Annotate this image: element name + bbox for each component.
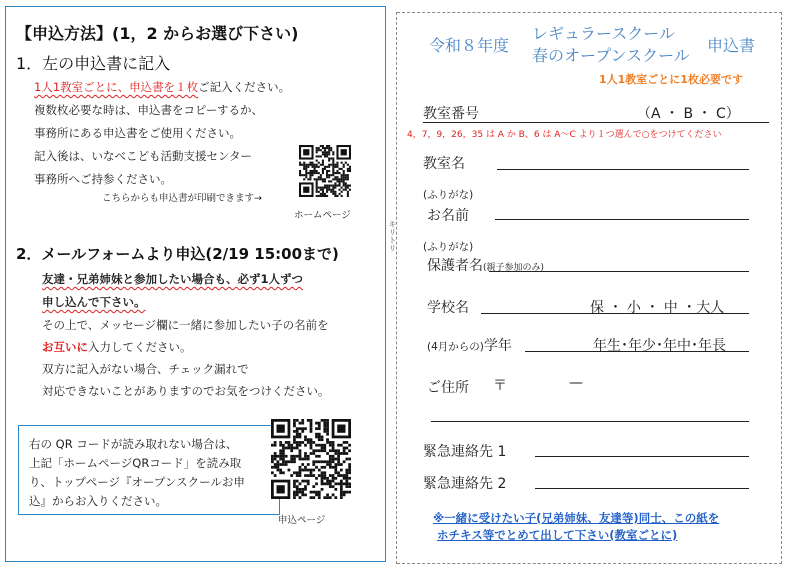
section2-line3: その上で、メッセージ欄に一緒に参加したい子の名前を: [42, 318, 329, 332]
note-line1: 右の QR コードが読み取れない場合は、: [29, 437, 238, 451]
section1-line2: 複数枚必要な時は、申込書をコピーするか、: [34, 103, 263, 117]
name-label: お名前: [427, 208, 469, 224]
bottom-note-line1: ※一緒に受けたい子(兄弟姉妹、友達等)同士、この紙を: [433, 511, 720, 525]
section1-line1-red: 1人1教室ごとに、申込書を１枚: [34, 80, 199, 94]
grade-label: 学年: [483, 338, 512, 354]
note-line3: り、トップページ『オープンスクールお申: [29, 475, 245, 489]
furigana-label-1: (ふりがな): [423, 189, 474, 201]
section2-line5: 双方に記入がない場合、チェック漏れで: [42, 362, 249, 376]
section2-line4-rest: 入力してください。: [88, 340, 192, 354]
section2-line6: 対応できないことがありますのでお気をつけください。: [42, 384, 330, 398]
guardian-field[interactable]: [489, 271, 749, 272]
section2-line4: [42, 339, 192, 355]
classroom-name-field[interactable]: [497, 169, 749, 170]
guardian-note: (親子参加のみ): [483, 263, 545, 273]
furigana-label-2: (ふりがな): [423, 241, 474, 253]
classroom-name-label: 教室名: [423, 156, 465, 172]
application-form-panel: [397, 12, 782, 564]
guardian-label-text: 保護者名: [427, 258, 483, 274]
note-line2: 上記「ホームページQRコード」を読み取: [29, 456, 242, 470]
application-method-heading: 【申込方法】(1，2 からお選び下さい): [16, 24, 299, 43]
form-title-line2: 春のオープンスクール: [532, 46, 690, 65]
section1-line4: 記入後は、いなべこども活動支援センター: [34, 149, 253, 163]
print-note: こちらからも申込書が印刷できます→: [102, 193, 262, 204]
guardian-label: [427, 255, 544, 275]
grade-prefix: (4月からの): [427, 341, 484, 353]
address-field[interactable]: [431, 421, 749, 422]
school-label: 学校名: [427, 300, 469, 316]
section2-line2: 申し込んで下さい。: [42, 295, 146, 309]
form-title-year: 令和８年度: [429, 36, 510, 55]
emergency-contact-2-field[interactable]: [535, 488, 749, 489]
section1-title: 1．左の申込書に記入: [16, 54, 171, 73]
form-title-line1: レギュラースクール: [532, 24, 675, 43]
application-qr-caption: 申込ページ: [278, 515, 326, 526]
homepage-qr-caption: ホームページ: [294, 210, 351, 221]
school-options: 保 ・ 小 ・ 中 ・大人: [590, 300, 725, 316]
address-label: ご住所: [427, 380, 469, 396]
classroom-options: （A ・ B ・ C）: [637, 106, 740, 122]
grade-field[interactable]: [525, 351, 749, 352]
note-line4: 込』からお入りください。: [29, 494, 167, 508]
name-field[interactable]: [495, 219, 749, 220]
section2-line4-red: お互いに: [42, 340, 88, 354]
section2-title: 2．メールフォームより申込(2/19 15:00まで): [16, 245, 339, 263]
emergency-contact-2-label: 緊急連絡先 2: [423, 476, 507, 492]
application-page-qr-code[interactable]: [271, 419, 351, 499]
section1-line1: [34, 79, 290, 95]
classroom-number-field[interactable]: [423, 122, 769, 123]
cut-line-label: キリトリ: [388, 220, 397, 252]
school-field[interactable]: [481, 313, 749, 314]
grade-row: [427, 335, 512, 355]
form-title-application: 申込書: [707, 36, 756, 55]
section1-line3: 事務所にある申込書をご使用ください。: [34, 126, 241, 140]
grade-options: 年生･年少･年中･年長: [593, 338, 726, 354]
homepage-qr-code[interactable]: [299, 145, 351, 197]
left-instructions-panel: [5, 6, 386, 562]
section2-line1: 友達・兄弟姉妹と参加したい場合も、必ず1人ずつ: [42, 272, 303, 286]
one-per-class-note: 1人1教室ごとに1枚必要です: [599, 73, 743, 86]
postal-dash: —: [569, 375, 583, 391]
classroom-selection-note: 4，7，9，26，35 は A か B、6 は A～C より１つ選んで○をつけてください: [407, 130, 722, 140]
classroom-number-label: 教室番号: [423, 106, 479, 122]
emergency-contact-1-label: 緊急連絡先 1: [423, 444, 507, 460]
emergency-contact-1-field[interactable]: [535, 456, 749, 457]
bottom-note-line2: ホチキス等でとめて出して下さい(教室ごとに): [437, 528, 678, 542]
qr-fallback-note-box: [18, 425, 280, 515]
section1-line1-rest: ご記入ください。: [198, 80, 291, 94]
section1-line5: 事務所へご持参ください。: [34, 172, 172, 186]
postal-mark: 〒: [493, 378, 507, 394]
